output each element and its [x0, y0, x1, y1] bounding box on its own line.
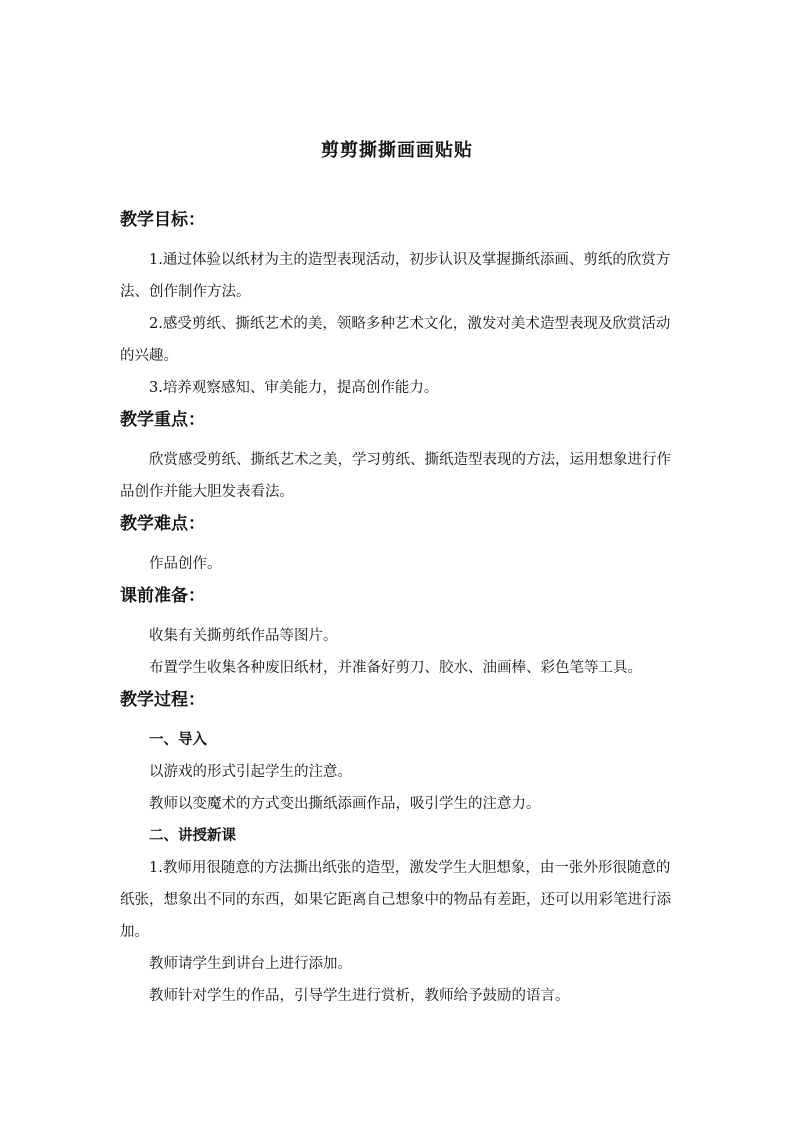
process-heading: 教学过程： — [120, 690, 205, 710]
process-item: 教师以变魔术的方式变出撕纸添画作品，吸引学生的注意力。 — [149, 796, 541, 812]
process-item: 1.教师用很随意的方法撕出纸张的造型，激发学生大胆想象，由一张外形很随意的纸张，想象出不同的东西，如果它距离自己想象中的物品有差距，还可以用彩笔进行添加。 — [120, 860, 671, 940]
difficulties-text: 作品创作。 — [149, 556, 222, 572]
document-body — [120, 204, 680, 1012]
goals-heading: 教学目标： — [120, 210, 205, 230]
section-title: 一、导入 — [149, 732, 207, 748]
process-item: 教师请学生到讲台上进行添加。 — [149, 956, 352, 972]
section-title: 二、讲授新课 — [149, 828, 236, 844]
process-item: 以游戏的形式引起学生的注意。 — [149, 764, 352, 780]
key-points-text: 欣赏感受剪纸、撕纸艺术之美，学习剪纸、撕纸造型表现的方法，运用想象进行作品创作并能大胆发表看法。 — [120, 452, 671, 500]
preparation-item: 布置学生收集各种废旧纸材，并准备好剪刀、胶水、油画棒、彩色笔等工具。 — [149, 660, 642, 676]
goal-item: 3.培养观察感知、审美能力，提高创作能力。 — [149, 380, 439, 396]
key-points-heading: 教学重点： — [120, 410, 205, 430]
goal-item: 2.感受剪纸、撕纸艺术的美，领略多种艺术文化，激发对美术造型表现及欣赏活动的兴趣。 — [120, 316, 671, 364]
document-title: 剪剪撕撕画画贴贴 — [321, 140, 473, 161]
process-item: 教师针对学生的作品，引导学生进行赏析，教师给予鼓励的语言。 — [149, 988, 570, 1004]
goal-item: 1.通过体验以纸材为主的造型表现活动，初步认识及掌握撕纸添画、剪纸的欣赏方法、创作制作方法。 — [120, 252, 671, 300]
difficulties-heading: 教学难点： — [120, 514, 205, 534]
preparation-item: 收集有关撕剪纸作品等图片。 — [149, 628, 338, 644]
preparation-heading: 课前准备： — [120, 586, 205, 606]
